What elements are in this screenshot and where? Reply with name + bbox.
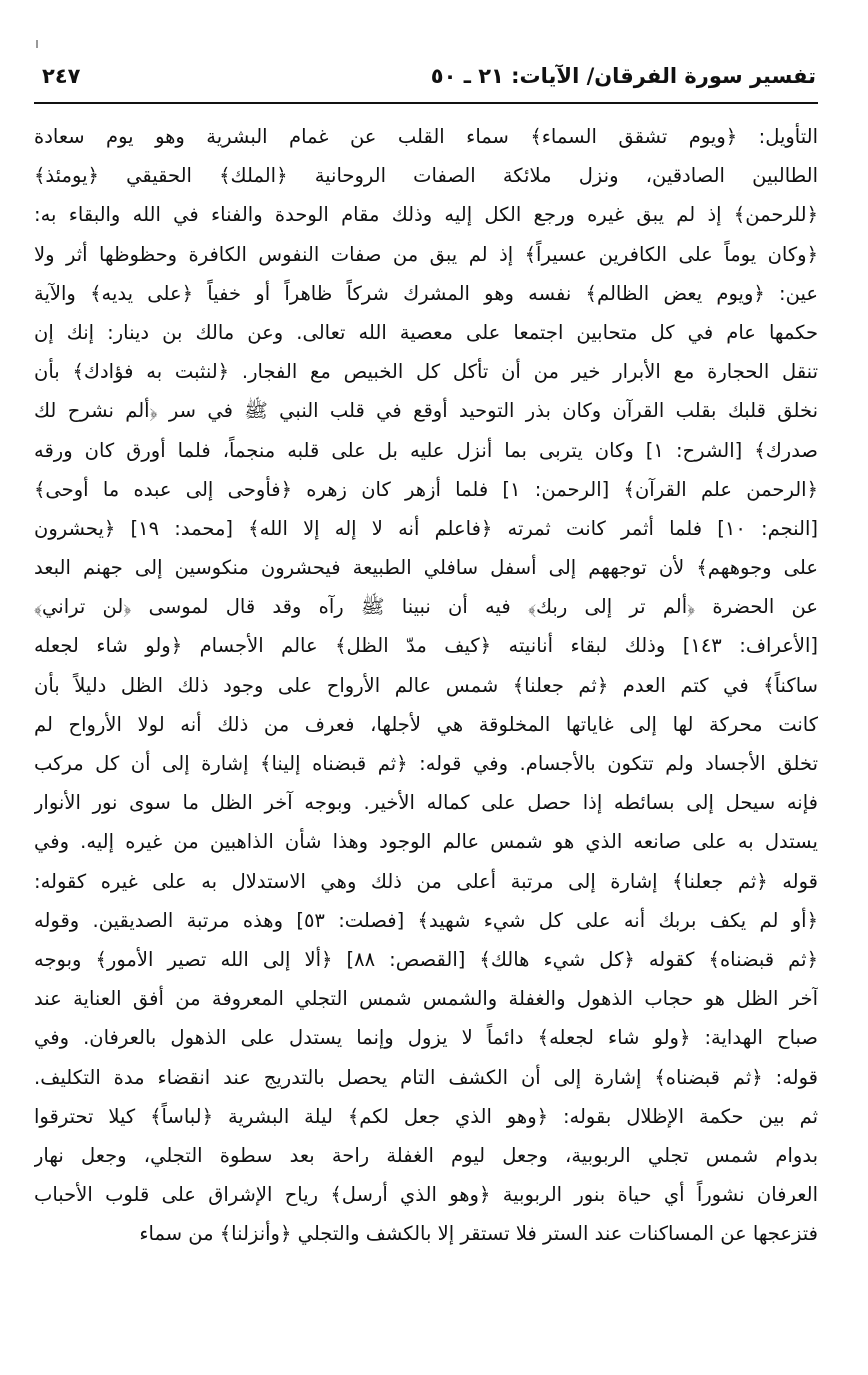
text-line: العرفان نشوراً أي حياة بنور الربوبية ﴿وهو الذي أرسل﴾ رياح الإشراق على قلوب الأحباب [34, 1183, 818, 1207]
text-line: بدوام شمس تجلي الربوبية، وجعل ليوم الغفلة راحة بعد سطوة التجلي، وجعل نهار [34, 1143, 818, 1167]
text-line: ثم بين حكمة الإظلال بقوله: ﴿وهو الذي جعل لكم﴾ ليلة البشرية ﴿لباساً﴾ كيلا تحترقوا [34, 1104, 818, 1128]
text-line: فتزعجها عن المساكنات عند الستر فلا تستقر إلا بالكشف والتجلي ﴿وأنزلنا﴾ من سماء [139, 1222, 818, 1246]
text-line: الطالبين الصادقين، ونزل ملائكة الصفات الروحانية ﴿الملك﴾ الحقيقي ﴿يومئذ﴾ [34, 164, 818, 188]
text-line: ﴿وكان يوماً على الكافرين عسيراً﴾ إذ لم يبق من صفات النفوس الكافرة وحظوظها أثر ولا [34, 242, 818, 266]
text-line: ﴿للرحمن﴾ إذ لم يبق غيره ورجع الكل إليه وذلك مقام الوحدة والفناء في الله والبقاء به: [34, 203, 818, 227]
text-line: قوله ﴿ثم جعلنا﴾ إشارة إلى مرتبة أعلى من ذلك وهي الاستدلال به على غيره كقوله: [34, 869, 818, 893]
text-line: ﴿الرحمن علم القرآن﴾ [الرحمن: ١] فلما أزهر كان زهره ﴿فأوحى إلى عبده ما أوحى﴾ [34, 477, 818, 501]
body-text [34, 117, 818, 1253]
text-line: [النجم: ١٠] فلما أثمر كانت ثمرته ﴿فاعلم أنه لا إله إلا الله﴾ [محمد: ١٩] ﴿يحشرون [34, 516, 818, 540]
text-line: قوله: ﴿ثم قبضناه﴾ إشارة إلى أن الكشف التام يحصل بالتدريج عند انقضاء مدة التكليف. [34, 1065, 818, 1089]
text-line: فإنه سيحل إلى بسائطه إذا حصل على كماله الأخير. وبوجه آخر الظل ما سوى نور الأنوار [34, 791, 818, 815]
text-line: كانت محركة لها إلى غاياتها المخلوقة هي لأجلها، فعرف من ذلك أنه لولا الأرواح لم [34, 712, 818, 736]
text-line: نخلق قلبك بقلب القرآن وكان بذر التوحيد أوقع في قلب النبي ﷺ في سر ﴿ألم نشرح لك [34, 399, 818, 423]
page-header [34, 62, 816, 100]
text-line: ﴿ثم قبضناه﴾ كقوله ﴿كل شيء هالك﴾ [القصص: ٨٨] ﴿ألا إلى الله تصير الأمور﴾ وبوجه [34, 947, 818, 971]
text-line: عين: ﴿ويوم يعض الظالم﴾ نفسه وهو المشرك شركاً ظاهراً أو خفياً ﴿على يديه﴾ والآية [34, 281, 818, 305]
scan-mark [36, 40, 38, 48]
text-line: يستدل به على صانعه الذي هو شمس عالم الوجود وهذا شأن الذاهبين من غيره إليه. وفي [34, 830, 818, 854]
running-title: تفسير سورة الفرقان/ الآيات: ٢١ ـ ٥٠ [430, 64, 816, 88]
text-line: [الأعراف: ١٤٣] وذلك لبقاء أنانيته ﴿كيف مدّ الظل﴾ عالم الأجسام ﴿ولو شاء لجعله [34, 634, 818, 658]
header-rule [34, 102, 818, 104]
text-line: صباح الهداية: ﴿ولو شاء لجعله﴾ دائماً لا يزول وإنما يستدل على الذهول بالعرفان. وفي [34, 1026, 818, 1050]
text-line: صدرك﴾ [الشرح: ١] وكان يتربى بما أنزل عليه بل على قلبه منجماً، فلما أورق كان ورقه [34, 438, 818, 462]
text-line: على وجوههم﴾ لأن توجههم إلى أسفل سافلي الطبيعة فيحشرون منكوسين إلى جهنم البعد [34, 556, 818, 580]
text-line: تنقل الحجارة مع الأبرار خير من أن تأكل كل الخبيص مع الفجار. ﴿لنثبت به فؤادك﴾ بأن [34, 360, 818, 384]
text-line: عن الحضرة ﴿ألم تر إلى ربك﴾ فيه أن نبينا ﷺ رآه وقد قال لموسى ﴿لن تراني﴾ [34, 595, 818, 619]
text-line: ساكناً﴾ في كتم العدم ﴿ثم جعلنا﴾ شمس عالم الأرواح على وجود ذلك الظل دليلاً بأن [34, 673, 818, 697]
text-line: التأويل: ﴿ويوم تشقق السماء﴾ سماء القلب عن غمام البشرية وهو يوم سعادة [34, 125, 818, 148]
text-line: حكمها عام في كل متحابين اجتمعا على معصية الله تعالى. وعن مالك بن دينار: إنك إن [34, 320, 818, 344]
text-line: آخر الظل هو حجاب الذهول والغفلة والشمس شمس التجلي المعروفة من أفق العناية عند [34, 987, 818, 1011]
page-number: ٢٤٧ [42, 64, 81, 88]
text-line: تخلق الأجساد ولم تتكون بالأجسام. وفي قوله: ﴿ثم قبضناه إلينا﴾ إشارة إلى أن كل مركب [34, 752, 818, 775]
text-line: ﴿أو لم يكف بربك أنه على كل شيء شهيد﴾ [فصلت: ٥٣] وهذه مرتبة الصديقين. وقوله [34, 908, 818, 932]
